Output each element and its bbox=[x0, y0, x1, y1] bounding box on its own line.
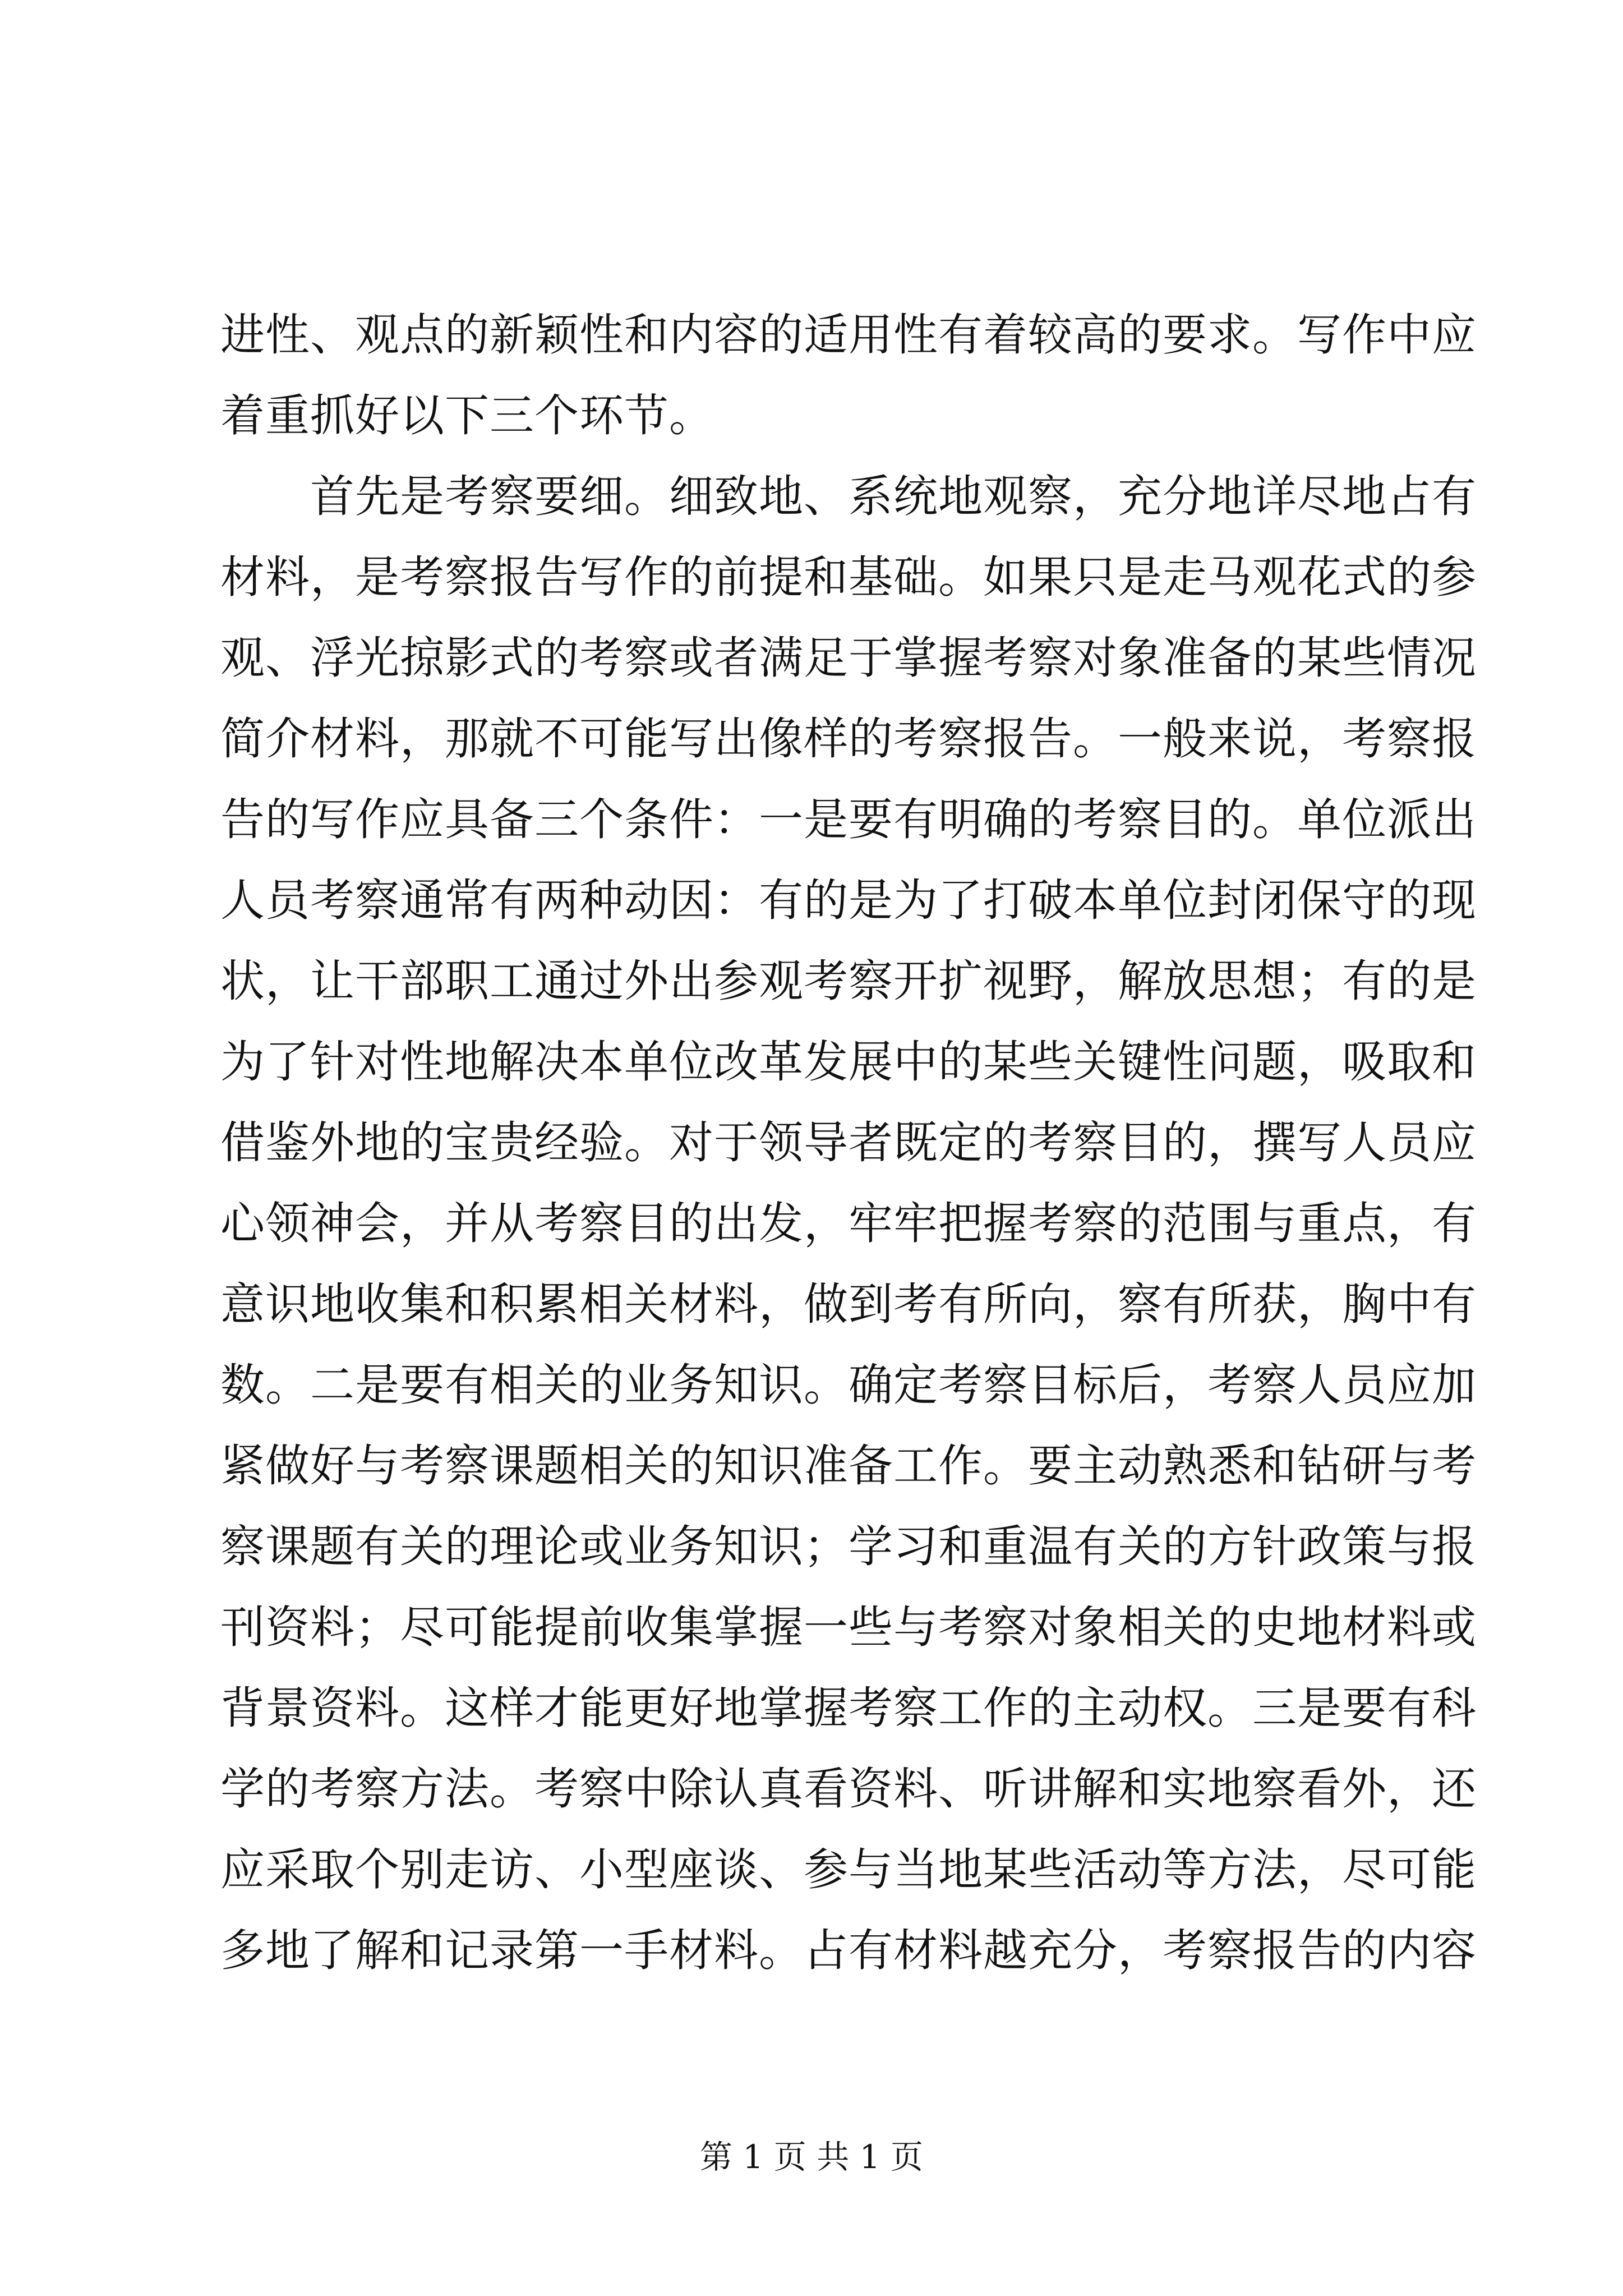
text-line: 人员考察通常有两种动因：有的是为了打破本单位封闭保守的现 bbox=[220, 875, 1477, 926]
text-line: 心领神会，并从考察目的出发，牢牢把握考察的范围与重点，有 bbox=[220, 1198, 1477, 1249]
text-line: 为了针对性地解决本单位改革发展中的某些关键性问题，吸取和 bbox=[220, 1036, 1477, 1088]
text-line: 状，让干部职工通过外出参观考察开扩视野，解放思想；有的是 bbox=[220, 955, 1477, 1007]
text-line: 借鉴外地的宝贵经验。对于领导者既定的考察目的，撰写人员应 bbox=[220, 1117, 1477, 1168]
text-line: 观、浮光掠影式的考察或者满足于掌握考察对象准备的某些情况 bbox=[220, 632, 1477, 684]
body-text bbox=[220, 295, 1477, 1991]
page-number-label: 第 1 页 共 1 页 bbox=[700, 2138, 923, 2176]
text-line: 察课题有关的理论或业务知识；学习和重温有关的方针政策与报 bbox=[220, 1521, 1477, 1572]
text-line: 背景资料。这样才能更好地掌握考察工作的主动权。三是要有科 bbox=[220, 1682, 1477, 1734]
page-footer bbox=[0, 2137, 1623, 2177]
text-line: 数。二是要有相关的业务知识。确定考察目标后，考察人员应加 bbox=[220, 1359, 1477, 1411]
text-line: 学的考察方法。考察中除认真看资料、听讲解和实地察看外，还 bbox=[220, 1763, 1477, 1815]
text-line: 材料，是考察报告写作的前提和基础。如果只是走马观花式的参 bbox=[220, 551, 1477, 603]
text-line: 进性、观点的新颖性和内容的适用性有着较高的要求。写作中应 bbox=[220, 309, 1477, 361]
text-line: 告的写作应具备三个条件：一是要有明确的考察目的。单位派出 bbox=[220, 794, 1477, 845]
text-line: 首先是考察要细。细致地、系统地观察，充分地详尽地占有 bbox=[220, 471, 1477, 522]
text-line: 紧做好与考察课题相关的知识准备工作。要主动熟悉和钻研与考 bbox=[220, 1440, 1477, 1492]
text-line: 着重抓好以下三个环节。 bbox=[220, 390, 714, 441]
text-line: 刊资料；尽可能提前收集掌握一些与考察对象相关的史地材料或 bbox=[220, 1602, 1477, 1653]
text-line: 应采取个别走访、小型座谈、参与当地某些活动等方法，尽可能 bbox=[220, 1844, 1477, 1895]
text-line: 多地了解和记录第一手材料。占有材料越充分，考察报告的内容 bbox=[220, 1925, 1477, 1976]
text-line: 简介材料，那就不可能写出像样的考察报告。一般来说，考察报 bbox=[220, 713, 1477, 765]
text-line: 意识地收集和积累相关材料，做到考有所向，察有所获，胸中有 bbox=[220, 1278, 1477, 1330]
